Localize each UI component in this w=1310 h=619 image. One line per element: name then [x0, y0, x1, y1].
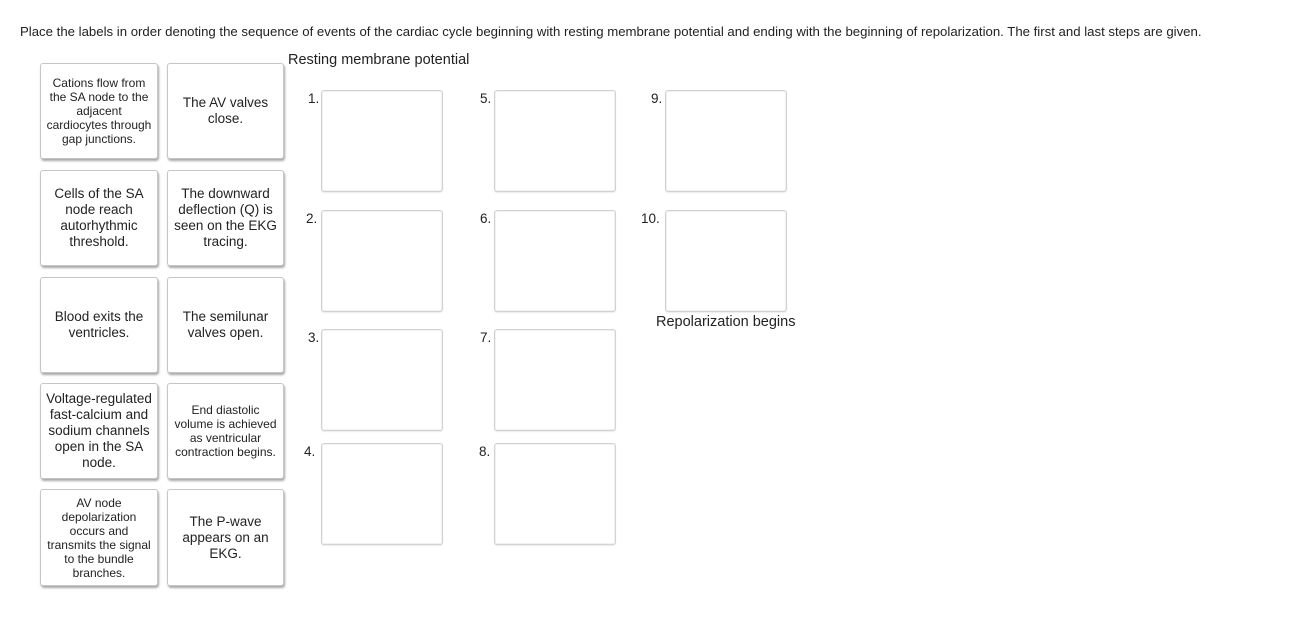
drop-slot-8[interactable] — [494, 443, 616, 545]
drop-slot-10[interactable] — [665, 210, 787, 312]
slot-number: 5. — [480, 91, 492, 106]
slot-number: 6. — [480, 211, 492, 226]
drag-card-sa-threshold[interactable]: Cells of the SA node reach autorhythmic threshold. — [40, 170, 158, 266]
drag-card-voltage-channels[interactable]: Voltage-regulated fast-calcium and sodium channels open in the SA node. — [40, 383, 158, 479]
slot-number: 10. — [641, 211, 660, 226]
drop-slot-5[interactable] — [494, 90, 616, 192]
instructions-text: Place the labels in order denoting the sequence of events of the cardiac cycle beginning with resting membrane potential and ending with the beginning of repolarization. The first and last steps are given. — [20, 24, 1202, 39]
drag-card-cations-flow[interactable]: Cations flow from the SA node to the adjacent cardiocytes through gap junctions. — [40, 63, 158, 159]
drag-card-blood-exits[interactable]: Blood exits the ventricles. — [40, 277, 158, 373]
drag-card-semilunar-open[interactable]: The semilunar valves open. — [167, 277, 284, 373]
slot-number: 2. — [306, 211, 318, 226]
drop-slot-4[interactable] — [321, 443, 443, 545]
drop-slot-2[interactable] — [321, 210, 443, 312]
drag-card-av-valves-close[interactable]: The AV valves close. — [167, 63, 284, 159]
drop-slot-1[interactable] — [321, 90, 443, 192]
slot-number: 7. — [480, 330, 492, 345]
slot-number: 4. — [304, 444, 316, 459]
end-step-label: Repolarization begins — [656, 314, 796, 330]
drop-slot-6[interactable] — [494, 210, 616, 312]
slot-number: 9. — [651, 91, 663, 106]
drag-card-p-wave[interactable]: The P-wave appears on an EKG. — [167, 489, 284, 586]
slot-number: 8. — [479, 444, 491, 459]
slot-number: 1. — [308, 91, 320, 106]
drop-slot-7[interactable] — [494, 329, 616, 431]
drag-card-av-node-depolarization[interactable]: AV node depolarization occurs and transmits the signal to the bundle branches. — [40, 489, 158, 586]
drag-card-end-diastolic[interactable]: End diastolic volume is achieved as ventricular contraction begins. — [167, 383, 284, 479]
drop-slot-9[interactable] — [665, 90, 787, 192]
slot-number: 3. — [308, 330, 320, 345]
drop-slot-3[interactable] — [321, 329, 443, 431]
drag-card-q-deflection[interactable]: The downward deflection (Q) is seen on the EKG tracing. — [167, 170, 284, 266]
start-step-label: Resting membrane potential — [288, 52, 470, 68]
